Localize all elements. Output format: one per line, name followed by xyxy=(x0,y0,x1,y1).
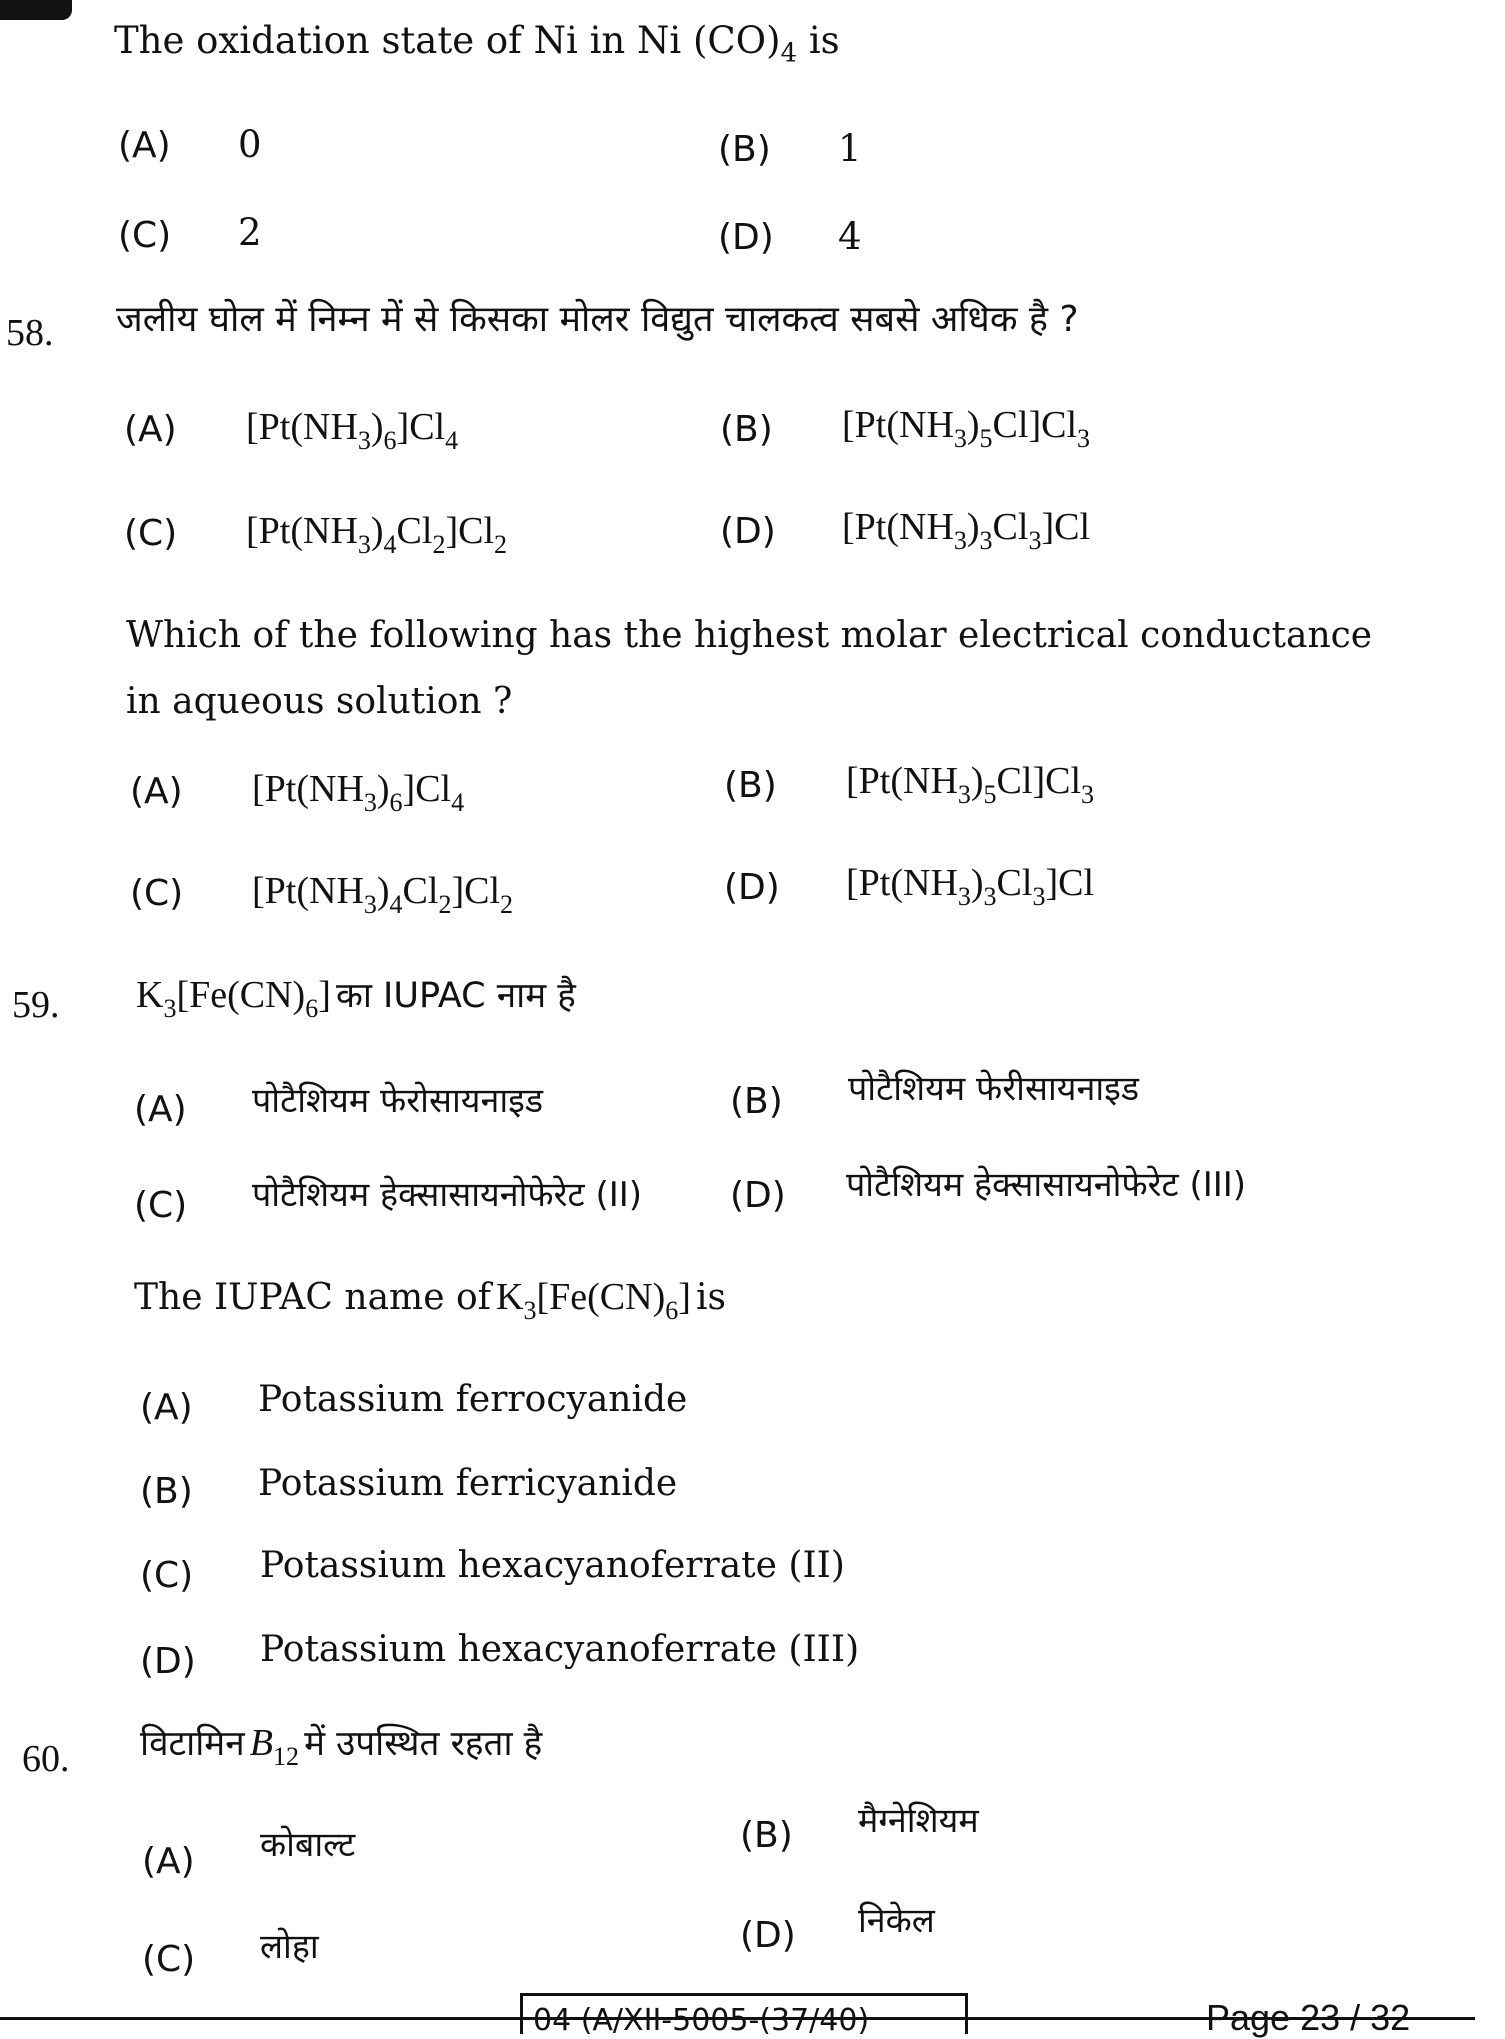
q59-hi-option-c-text: पोटैशियम हेक्सासायनोफेरेट (II) xyxy=(252,1175,643,1215)
q58-hi-option-c-formula: $[Pt(NH_3)_4Cl_2]Cl_2$ xyxy=(246,510,508,559)
q57-stem-end: is xyxy=(808,19,840,62)
q59-hi-option-d-label[interactable]: (D) xyxy=(730,1175,786,1216)
q60-stem-prefix: विटामिन xyxy=(140,1724,245,1764)
q59-en-option-a-label[interactable]: (A) xyxy=(140,1387,193,1428)
q59-en-option-c-label[interactable]: (C) xyxy=(140,1555,194,1596)
q58-en-option-b-formula: $[Pt(NH_3)_5Cl]Cl_3$ xyxy=(846,760,1095,809)
q59-en-option-c-text: Potassium hexacyanoferrate (II) xyxy=(260,1545,845,1586)
q59-english-stem-formula: $K_3[Fe(CN)_6]$ xyxy=(496,1276,691,1325)
q59-number: 59. xyxy=(12,984,60,1026)
q60-option-d-label[interactable]: (D) xyxy=(740,1915,796,1956)
q58-hi-option-b-label[interactable]: (B) xyxy=(720,409,773,450)
q60-number: 60. xyxy=(22,1738,70,1780)
q57-option-d-label[interactable]: (D) xyxy=(718,217,774,258)
q58-hi-option-a-label[interactable]: (A) xyxy=(124,409,177,450)
q57-option-c-value: 2 xyxy=(238,211,262,254)
q57-option-c-label[interactable]: (C) xyxy=(118,215,172,256)
q59-en-option-d-label[interactable]: (D) xyxy=(140,1641,196,1682)
q57-option-d-value: 4 xyxy=(838,215,862,258)
q58-en-option-c-formula: $[Pt(NH_3)_4Cl_2]Cl_2$ xyxy=(252,870,514,919)
q59-en-option-b-label[interactable]: (B) xyxy=(140,1471,193,1512)
q57-option-a-label[interactable]: (A) xyxy=(118,125,171,166)
q58-hi-option-c-label[interactable]: (C) xyxy=(124,513,178,554)
q59-en-option-d-text: Potassium hexacyanoferrate (III) xyxy=(260,1629,860,1670)
q58-english-stem-line2: in aqueous solution ? xyxy=(126,681,513,722)
q60-vitamin-letter: B xyxy=(249,1722,273,1764)
q59-hindi-stem-suffix: का IUPAC नाम है xyxy=(335,976,576,1016)
q59-english-stem xyxy=(134,1276,727,1325)
q60-option-a-text: कोबाल्ट xyxy=(260,1825,356,1865)
q57-option-a-value: 0 xyxy=(238,123,262,166)
q59-hi-option-a-label[interactable]: (A) xyxy=(134,1089,187,1130)
q58-hi-option-b-formula: $[Pt(NH_3)_5Cl]Cl_3$ xyxy=(842,404,1091,453)
q60-option-c-text: लोहा xyxy=(260,1927,319,1967)
q57-stem-co: (CO) xyxy=(693,19,781,62)
q58-hi-option-a-formula: $[Pt(NH_3)_6]Cl_4$ xyxy=(246,406,459,455)
q59-hindi-stem-formula: $K_3[Fe(CN)_6]$ xyxy=(136,974,331,1023)
q60-option-c-label[interactable]: (C) xyxy=(142,1939,196,1980)
q60-stem-suffix: में उपस्थित रहता है xyxy=(304,1724,543,1764)
footer-page-number: Page 23 / 32 xyxy=(1206,1997,1411,2038)
corner-tab-mark xyxy=(0,0,72,20)
q58-en-option-d-formula: $[Pt(NH_3)_3Cl_3]Cl$ xyxy=(846,862,1095,911)
q58-en-option-c-label[interactable]: (C) xyxy=(130,873,184,914)
q57-option-b-label[interactable]: (B) xyxy=(718,129,771,170)
q57-option-b-value: 1 xyxy=(838,127,862,170)
q58-hi-option-d-formula: $[Pt(NH_3)_3Cl_3]Cl$ xyxy=(842,506,1091,555)
q60-option-b-label[interactable]: (B) xyxy=(740,1815,793,1856)
q59-english-stem-suffix: is xyxy=(696,1277,727,1318)
q60-option-a-label[interactable]: (A) xyxy=(142,1841,195,1882)
q59-en-option-b-text: Potassium ferricyanide xyxy=(258,1463,678,1504)
q60-option-d-text: निकेल xyxy=(858,1901,935,1941)
q59-hi-option-d-text: पोटैशियम हेक्सासायनोफेरेट (III) xyxy=(846,1165,1247,1205)
q59-hi-option-c-label[interactable]: (C) xyxy=(134,1185,188,1226)
q60-option-b-text: मैग्नेशियम xyxy=(858,1801,979,1841)
q59-en-option-a-text: Potassium ferrocyanide xyxy=(258,1379,688,1420)
q58-en-option-d-label[interactable]: (D) xyxy=(724,867,780,908)
q58-en-option-a-label[interactable]: (A) xyxy=(130,771,183,812)
q58-en-option-a-formula: $[Pt(NH_3)_6]Cl_4$ xyxy=(252,768,465,817)
q60-vitamin-sub: 12 xyxy=(272,1742,299,1771)
q58-hindi-stem: जलीय घोल में निम्न में से किसका मोलर विद्युत चालकत्व सबसे अधिक है ? xyxy=(116,299,1079,340)
q60-stem-vitamin xyxy=(249,1722,299,1771)
q58-number: 58. xyxy=(6,312,54,354)
q59-hi-option-b-text: पोटैशियम फेरीसायनाइड xyxy=(848,1069,1140,1109)
q57-stem-text: The oxidation state of Ni in Ni xyxy=(114,19,682,62)
footer-paper-code: 04 (A/XII-5005-(37/40) xyxy=(520,1993,968,2034)
q58-en-option-b-label[interactable]: (B) xyxy=(724,765,777,806)
q58-english-stem-line1: Which of the following has the highest molar electrical conductance xyxy=(126,615,1373,656)
q59-hindi-stem xyxy=(136,974,576,1023)
q59-hi-option-b-label[interactable]: (B) xyxy=(730,1081,783,1122)
q58-hi-option-d-label[interactable]: (D) xyxy=(720,511,776,552)
q59-english-stem-prefix: The IUPAC name of xyxy=(134,1277,491,1318)
q57-stem xyxy=(114,19,840,69)
q57-stem-sub: 4 xyxy=(780,38,798,69)
q59-hi-option-a-text: पोटैशियम फेरोसायनाइड xyxy=(252,1081,544,1121)
q60-stem xyxy=(140,1722,543,1771)
